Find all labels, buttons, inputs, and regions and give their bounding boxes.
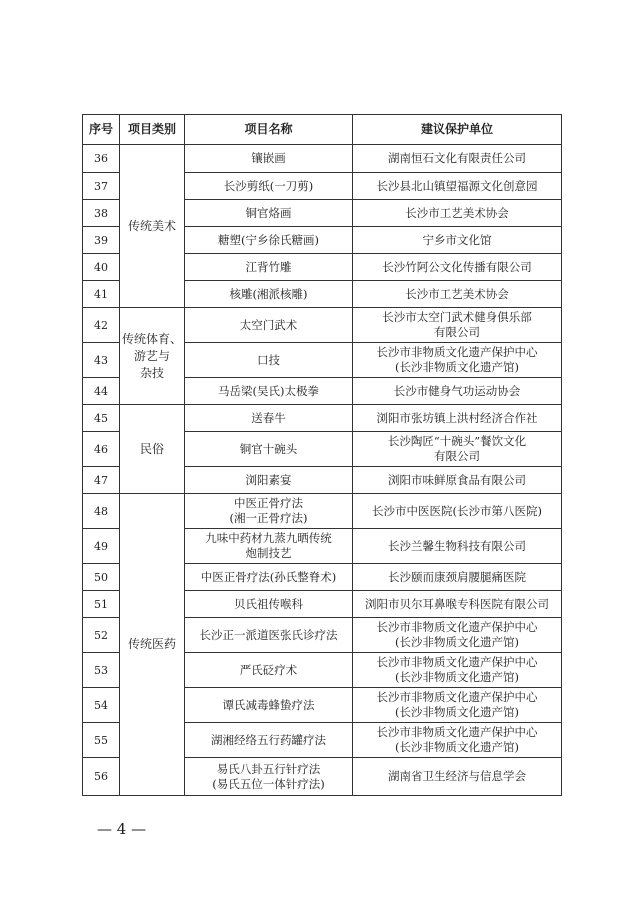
row-project-name: 贝氏祖传喉科: [185, 591, 353, 618]
row-serial: 45: [83, 405, 120, 432]
row-serial: 42: [83, 308, 120, 343]
header-protection-unit: 建议保护单位: [353, 115, 562, 145]
row-category: 传统体育、 游艺与 杂技: [120, 308, 185, 405]
row-protection-unit: 长沙市中医医院(长沙市第八医院): [353, 494, 562, 529]
row-serial: 41: [83, 281, 120, 308]
row-project-name: 送春牛: [185, 405, 353, 432]
row-serial: 52: [83, 618, 120, 653]
row-serial: 37: [83, 173, 120, 200]
table-row: [83, 494, 562, 529]
row-protection-unit: 湖南恒石文化有限责任公司: [353, 145, 562, 173]
page-number: — 4 —: [97, 820, 147, 838]
row-protection-unit: 长沙市非物质文化遗产保护中心 (长沙非物质文化遗产馆): [353, 618, 562, 653]
row-category: 传统医药: [120, 494, 185, 796]
row-serial: 55: [83, 723, 120, 758]
row-protection-unit: 长沙竹阿公文化传播有限公司: [353, 254, 562, 281]
row-serial: 43: [83, 343, 120, 378]
row-project-name: 糖塑(宁乡徐氏糖画): [185, 227, 353, 254]
header-serial: 序号: [83, 115, 120, 145]
row-protection-unit: 长沙市非物质文化遗产保护中心 (长沙非物质文化遗产馆): [353, 723, 562, 758]
row-protection-unit: 宁乡市文化馆: [353, 227, 562, 254]
row-serial: 39: [83, 227, 120, 254]
row-serial: 54: [83, 688, 120, 723]
row-serial: 53: [83, 653, 120, 688]
row-serial: 49: [83, 529, 120, 564]
row-protection-unit: 长沙市太空门武术健身俱乐部 有限公司: [353, 308, 562, 343]
row-protection-unit: 长沙市非物质文化遗产保护中心 (长沙非物质文化遗产馆): [353, 343, 562, 378]
row-project-name: 长沙正一派道医张氏诊疗法: [185, 618, 353, 653]
row-project-name: 长沙剪纸(一刀剪): [185, 173, 353, 200]
row-protection-unit: 长沙县北山镇望福源文化创意园: [353, 173, 562, 200]
header-category: 项目类别: [120, 115, 185, 145]
row-protection-unit: 长沙市工艺美术协会: [353, 200, 562, 227]
row-serial: 44: [83, 378, 120, 405]
row-protection-unit: 长沙兰馨生物科技有限公司: [353, 529, 562, 564]
table-header-row: [83, 115, 562, 145]
table-row: [83, 308, 562, 343]
row-project-name: 严氏砭疗术: [185, 653, 353, 688]
row-project-name: 中医正骨疗法 (湘一正骨疗法): [185, 494, 353, 529]
row-project-name: 湖湘经络五行药罐疗法: [185, 723, 353, 758]
row-protection-unit: 长沙市工艺美术协会: [353, 281, 562, 308]
row-serial: 51: [83, 591, 120, 618]
row-serial: 36: [83, 145, 120, 173]
row-project-name: 江背竹雕: [185, 254, 353, 281]
row-serial: 56: [83, 758, 120, 796]
row-serial: 38: [83, 200, 120, 227]
heritage-project-table: [82, 114, 562, 796]
row-protection-unit: 浏阳市贝尔耳鼻喉专科医院有限公司: [353, 591, 562, 618]
row-project-name: 铜官十碗头: [185, 432, 353, 467]
row-protection-unit: 长沙市健身气功运动协会: [353, 378, 562, 405]
row-project-name: 浏阳素宴: [185, 467, 353, 494]
table-row: [83, 145, 562, 173]
row-project-name: 马岳梁(吴氏)太极拳: [185, 378, 353, 405]
row-protection-unit: 浏阳市味鲜原食品有限公司: [353, 467, 562, 494]
row-protection-unit: 浏阳市张坊镇上洪村经济合作社: [353, 405, 562, 432]
row-project-name: 镶嵌画: [185, 145, 353, 173]
row-project-name: 九味中药材九蒸九晒传统 炮制技艺: [185, 529, 353, 564]
row-serial: 47: [83, 467, 120, 494]
row-project-name: 中医正骨疗法(孙氏整脊术): [185, 564, 353, 591]
row-protection-unit: 长沙市非物质文化遗产保护中心 (长沙非物质文化遗产馆): [353, 653, 562, 688]
table-row: [83, 405, 562, 432]
header-project-name: 项目名称: [185, 115, 353, 145]
row-project-name: 铜官烙画: [185, 200, 353, 227]
row-protection-unit: 长沙陶匠“十碗头”餐饮文化 有限公司: [353, 432, 562, 467]
row-category: 民俗: [120, 405, 185, 494]
row-project-name: 核雕(湘派核雕): [185, 281, 353, 308]
row-project-name: 口技: [185, 343, 353, 378]
row-project-name: 谭氏减毒蜂蛰疗法: [185, 688, 353, 723]
row-protection-unit: 长沙市非物质文化遗产保护中心 (长沙非物质文化遗产馆): [353, 688, 562, 723]
row-protection-unit: 长沙颐而康颈肩腰腿痛医院: [353, 564, 562, 591]
row-serial: 48: [83, 494, 120, 529]
row-serial: 50: [83, 564, 120, 591]
row-serial: 46: [83, 432, 120, 467]
row-project-name: 太空门武术: [185, 308, 353, 343]
row-category: 传统美术: [120, 145, 185, 308]
row-protection-unit: 湖南省卫生经济与信息学会: [353, 758, 562, 796]
row-serial: 40: [83, 254, 120, 281]
row-project-name: 易氏八卦五行针疗法 (易氏五位一体针疗法): [185, 758, 353, 796]
